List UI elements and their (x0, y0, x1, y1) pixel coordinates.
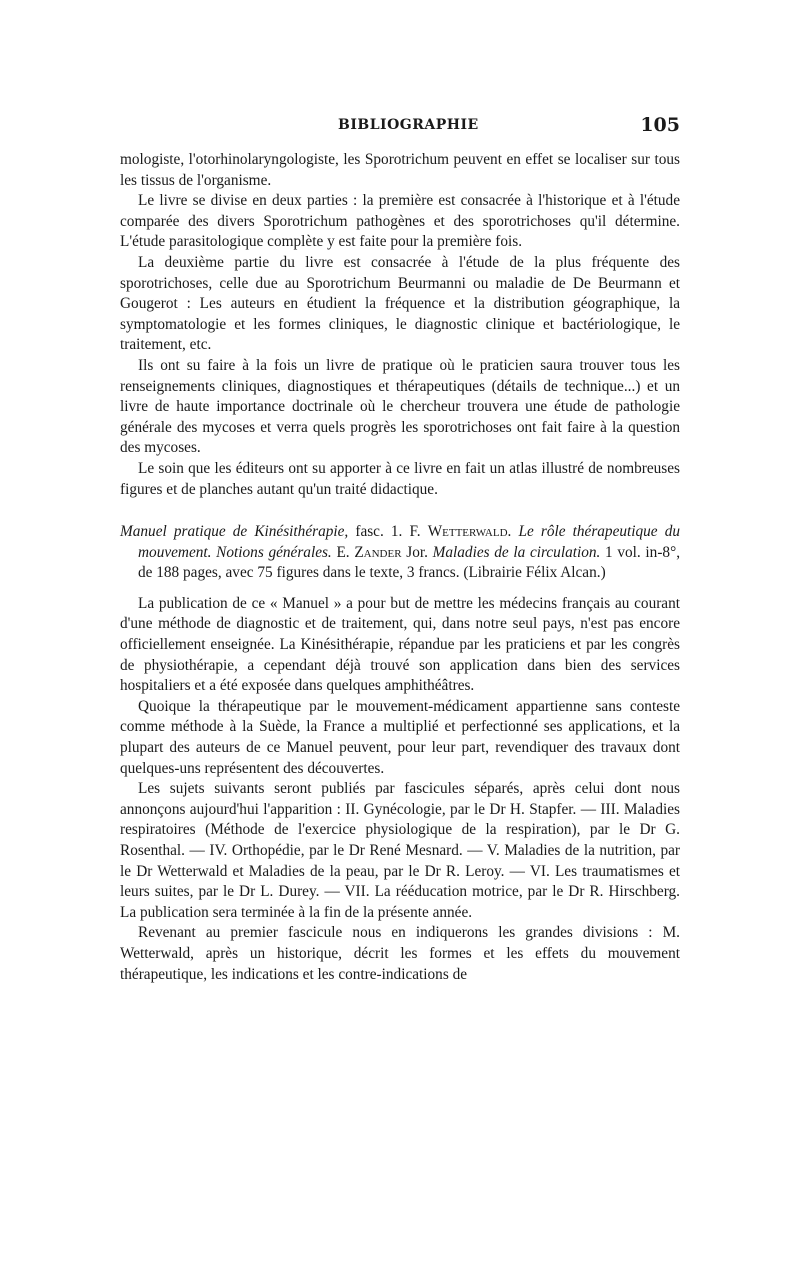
paragraph: La deuxième partie du livre est consacrée à l'étude de la plus fréquente des sporotrichoses, celle due au Sporotrichum Beurmanni ou maladie de De Beurmann et Gougerot : Les auteurs en étudient la fréquence et la distribution géographique, la symptomatologie et les formes cliniques, le diagnostic clinique et bactériologique, le traitement, etc. (120, 253, 680, 354)
citation-details: 1 vol. in-8°, de 188 pages, avec 75 figures dans le texte, 3 francs. (Librairie Félix Alcan.) (138, 543, 681, 582)
book-citation (120, 522, 680, 584)
citation-separator: E. (331, 543, 355, 561)
paragraph: Le soin que les éditeurs ont su apporter à ce livre en fait un atlas illustré de nombreuses figures et de planches autant qu'un traité didactique. (120, 459, 680, 498)
citation-author: Zander (354, 543, 402, 561)
book-title: Manuel pratique de Kinésithérapie, (120, 523, 349, 541)
running-title: BIBLIOGRAPHIE (338, 117, 479, 133)
paragraph: La publication de ce « Manuel » a pour but de mettre les médecins français au courant d'une méthode de diagnostic et de traitement, qui, dans notre seul pays, n'est pas encore officiellement enseignée. La Kinésithérapie, répandue par les praticiens et par les congrès de physiothérapie, a cependant déjà trouvé son application dans bien des services hospitaliers et a été exposée dans quelques amphithéâtres. (120, 594, 680, 695)
citation-subtitle: Le rôle thérapeutique du mouvement. Notions générales. (138, 523, 680, 561)
page-number: 105 (640, 114, 680, 136)
paragraph: Revenant au premier fascicule nous en indiquerons les grandes divisions : M. Wetterwald, après un historique, décrit les formes et les effets du mouvement thérapeutique, les indications et les contre-indications de (120, 924, 680, 983)
citation-separator: . (507, 523, 519, 541)
page-body (120, 150, 680, 985)
page-header (120, 114, 680, 141)
paragraph: Quoique la thérapeutique par le mouvement-médicament appartienne sans conteste comme méthode à la Suède, la France a multiplié et perfectionné ses applications, et la plupart des auteurs de ce Manuel peuvent, pour leur part, revendiquer des travaux dont quelques-uns représentent des découvertes. (120, 697, 680, 777)
citation-author: Wetterwald (427, 523, 508, 541)
citation-subtitle: Maladies de la circulation. (432, 543, 601, 561)
paragraph: Les sujets suivants seront publiés par fascicules séparés, après celui dont nous annonçons aujourd'hui l'apparition : II. Gynécologie, par le Dr H. Stapfer. — III. Maladies respiratoires (Méthode de l'exercice physiologique de la respiration), par le Dr G. Rosenthal. — IV. Orthopédie, par le Dr René Mesnard. — V. Maladies de la nutrition, par le Dr Wetterwald et Maladies de la peau, par le Dr R. Leroy. — VI. Les traumatismes et leurs suites, par le Dr L. Durey. — VII. La rééducation motrice, par le Dr R. Hirschberg. La publication sera terminée à la fin de la présente année. (120, 780, 680, 921)
paragraph: mologiste, l'otorhinolaryngologiste, les Sporotrichum peuvent en effet se localiser sur tous les tissus de l'organisme. (120, 151, 680, 189)
paragraph: Ils ont su faire à la fois un livre de pratique où le praticien saura trouver tous les renseignements cliniques, diagnostiques et thérapeutiques (détails de technique...) et un livre de haute importance doctrinale où le chercheur trouvera une étude de pathologie générale des mycoses et verra quels progrès les sporotrichoses ont fait faire à la question des mycoses. (120, 356, 680, 457)
citation-fasc: fasc. 1. F. (348, 523, 428, 541)
citation-author-suffix: Jor. (401, 543, 428, 561)
paragraph: Le livre se divise en deux parties : la première est consacrée à l'historique et à l'étude comparée des divers Sporotrichum pathogènes et des sporotrichoses qu'il détermine. L'étude parasitologique complète y est faite pour la première fois. (120, 192, 680, 251)
